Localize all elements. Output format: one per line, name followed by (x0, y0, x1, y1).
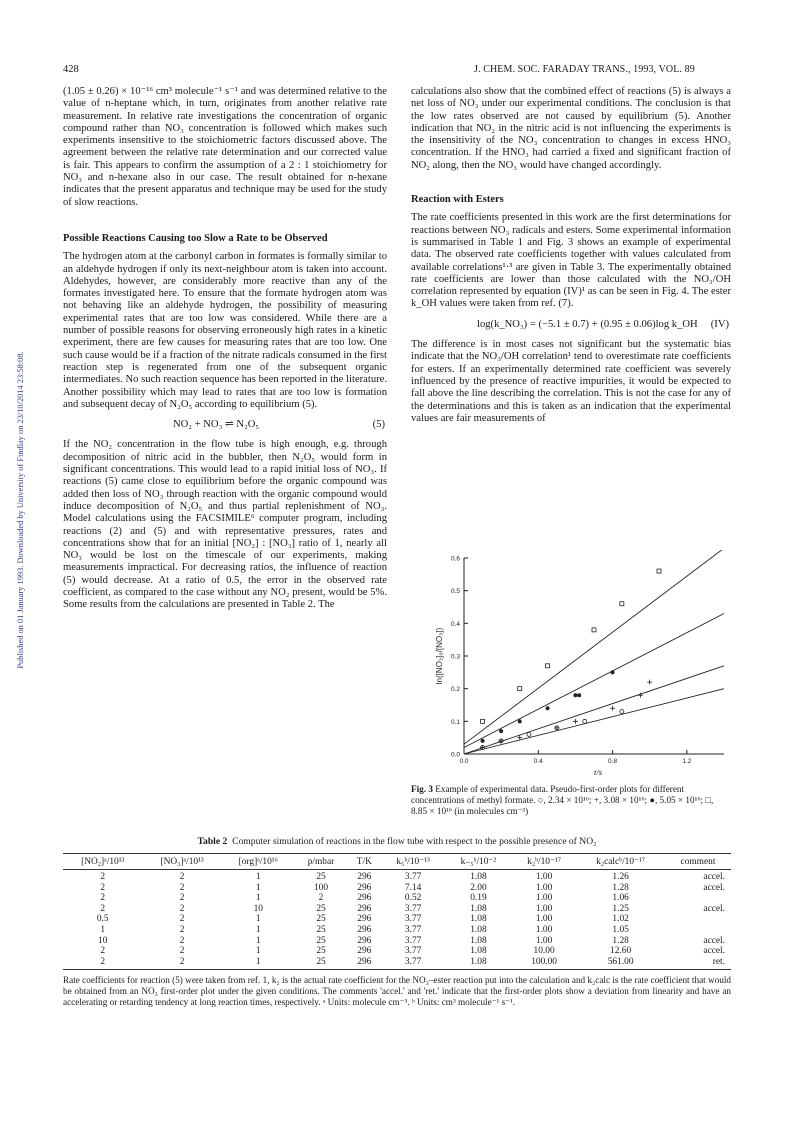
table-cell: 296 (357, 872, 372, 882)
table-cell: 3.77 (381, 957, 445, 970)
table-cell: 1.26 (612, 872, 629, 882)
table-cell: 25 (295, 957, 348, 970)
fit-line (464, 550, 724, 744)
table-2-notes: Rate coefficients for reaction (5) were taken from ref. 1, k₂ is the actual rate coefficient for the NO₃–ester reaction put into the calculation and k₂calc is the rate coefficient that would be obtained from an NO₃ first-order plot under the given conditions. The comments 'accel.' and 'ret.' indicate that the first-order plots show a deviation from linearity and have an accelerating or retarding tendency at long reaction times, respectively. ᵃ Units: molecule cm⁻³. ᵇ Units: cm³ molecule⁻¹ s⁻¹. (63, 975, 731, 1007)
data-point-open-square (657, 569, 661, 573)
page-number: 428 (63, 64, 79, 75)
table-cell: 0.19 (470, 893, 487, 904)
right-paragraph-2: The rate coefficients presented in this work are the first determinations for reactions between NO₃ radicals and esters. Some experimental information is summarised in Table 1 and Fig. 3 shows an example of experimental data. The observed rate coefficients together with values calculated from available correlations¹·³ are given in Table 3. The experimentally obtained rate coefficients are lower than those calculated with the NO₃/OH correlation represented by equation (IV)¹ as can be seen in Fig. 4. The ester k_OH values were taken from ref. (7). (411, 212, 731, 310)
table-cell: 2.00 (470, 882, 487, 893)
table-cell: 2 (100, 882, 106, 893)
table-cell: 0.5 (96, 914, 109, 925)
table-cell: 296 (357, 935, 372, 946)
table-cell: 2 (63, 957, 142, 970)
table-cell: 2 (179, 946, 185, 957)
journal-header: J. CHEM. SOC. FARADAY TRANS., 1993, VOL. 89 (474, 64, 695, 75)
table-cell: 1.00 (535, 872, 553, 882)
data-point-open-square (481, 719, 485, 723)
table-cell: 3.77 (404, 914, 422, 925)
table-cell: 2 (179, 924, 185, 935)
table-cell: 1.08 (470, 872, 487, 882)
data-point-plus (554, 725, 559, 730)
data-point-filled-circle (518, 719, 522, 723)
table-cell: 2 (100, 903, 106, 914)
table-header-cell: [org]ᵃ/10¹⁶ (222, 854, 295, 870)
table-cell: 1.08 (470, 935, 487, 946)
equation-5 (63, 419, 387, 431)
table-header-cell: k₂ᵇ/10⁻¹⁷ (512, 854, 576, 870)
table-body (63, 870, 731, 970)
table-row (63, 936, 731, 947)
x-tick-label: 0.0 (459, 758, 469, 765)
table-cell: 25 (316, 872, 326, 882)
section-heading-esters: Reaction with Esters (411, 194, 504, 206)
table-cell: 2 (179, 882, 185, 893)
table-cell: 1.00 (535, 893, 553, 904)
table-cell: 296 (357, 882, 372, 893)
data-point-plus (573, 719, 578, 724)
table-cell: 1 (255, 893, 261, 904)
table-cell: 1 (222, 957, 295, 970)
table-cell: 1.00 (535, 914, 553, 925)
table-cell: 25 (316, 946, 326, 957)
figure-3-chart (430, 550, 730, 782)
table-header-cell: k₂calcᵇ/10⁻¹⁷ (576, 854, 665, 870)
fit-line (464, 614, 724, 748)
table-cell (665, 925, 731, 936)
data-point-open-square (518, 687, 522, 691)
equation-IV-number: (IV) (710, 318, 729, 330)
fit-line (464, 689, 724, 754)
table-row (63, 957, 731, 970)
left-paragraph-1: (1.05 ± 0.26) × 10⁻¹⁶ cm³ molecule⁻¹ s⁻¹ and was determined relative to the value of n-heptane which, in turn, originates from another relative rate measurement. In relative rate investigations the concentration of organic compound rather than NO₃ concentration is followed which makes such experiments insensitive to the stoichiometric factors discussed above. The agreement between the relative rate determination and our corrected value is fair. This appears to confirm the assumption of a 2 : 1 stoichiometry for NO₃ and n-hexane also in our case. The result obtained for n-hexane indicates that the present apparatus and technique may be used for the study of slow reactions. (63, 86, 387, 208)
table-cell: 296 (357, 946, 372, 957)
table-cell: 2 (179, 903, 185, 914)
table-cell: 0.52 (404, 893, 422, 904)
data-point-plus (647, 680, 652, 685)
figure-3-caption (411, 784, 731, 817)
table-header-cell: k₅ᵇ/10⁻¹³ (381, 854, 445, 870)
table-cell: 100 (313, 882, 329, 893)
left-paragraph-3: If the NO₂ concentration in the flow tube is high enough, e.g. through decomposition of nitric acid in the bubbler, then N₂O₅ would form in significant concentrations. This would lead to a rapid initial loss of NO₃. If reactions (5) came close to equilibrium before the organic compound was added then loss of NO₃ through reaction with the organic compound would induce decomposition of N₂O₅ and thus partial replenishment of NO₃. Model calculations using the FACSIMILE⁶ computer program, including reactions (2) and (5) and with representative pressures, rates and concentrations show that for an initial [NO₂] : [NO₃] ratio of 1, nearly all NO₃ would be lost on the timescale of our experiments, making measurements impractical. For decreasing ratios, the influence of reaction (5) would decrease. At a ratio of 0.5, the error in the observed rate coefficient, as compared to the case without any NO₂ present, would be 5%. Some results from the calculations are presented in Table 2. The (63, 439, 387, 611)
table-header-row (63, 854, 731, 870)
data-point-open-circle (620, 710, 624, 714)
table-row (63, 883, 731, 894)
equation-5-number: (5) (372, 419, 385, 431)
table-cell: 296 (347, 957, 381, 970)
table-cell: 1.00 (535, 924, 553, 935)
table-header-cell: comment (665, 854, 731, 870)
table-cell: 2 (100, 872, 106, 882)
data-point-filled-circle (611, 670, 615, 674)
x-tick-label: 0.8 (608, 758, 618, 765)
table-cell: 10.00 (533, 946, 555, 957)
table-cell: 1.06 (612, 893, 629, 904)
table-2-title-text: Computer simulation of reactions in the flow tube with respect to the possible presence of NO₂ (232, 836, 597, 847)
table-header-cell: p/mbar (295, 854, 348, 870)
table-cell: 2 (179, 935, 185, 946)
table-2 (63, 853, 731, 970)
table-cell: 10 (98, 935, 108, 946)
y-tick-label: 0.3 (450, 653, 460, 661)
table-cell (665, 914, 731, 925)
table-cell: 1.05 (612, 924, 629, 935)
x-tick-label: 1.2 (682, 758, 692, 765)
y-tick-label: 0.2 (450, 686, 460, 694)
y-tick-label: 0.1 (450, 718, 460, 726)
x-axis-label: t/s (593, 767, 603, 777)
table-cell: 2 (179, 893, 185, 904)
table-header-cell: [NO₃]ᵃ/10¹³ (142, 854, 221, 870)
table-cell: accel. (703, 903, 725, 914)
table-cell: 1 (255, 872, 261, 882)
table-cell: 10 (253, 903, 263, 914)
right-paragraph-3: The difference is in most cases not significant but the systematic bias indicate that the NO₃/OH correlation¹ tend to overestimate rate coefficients for esters. If an experimentally determined rate coefficient was severely influenced by the presence of reactive impurities, it would be expected to fall above the line describing the correlation. This is not the case for any of the determinations and this is taken as an indication that the experimental values are fair measurements of (411, 339, 731, 424)
download-watermark (2, 250, 25, 770)
data-point-open-circle (583, 719, 587, 723)
table-cell: 25 (316, 914, 326, 925)
table-2-title (63, 836, 731, 847)
table-cell: 1 (100, 924, 106, 935)
table-header-cell: T/K (347, 854, 381, 870)
table-cell: 1 (255, 882, 261, 893)
table-cell: ret. (665, 957, 731, 970)
table-cell: 100.00 (512, 957, 576, 970)
table-cell: 1.08 (470, 914, 487, 925)
table-row (63, 946, 731, 957)
table-cell: 7.14 (404, 882, 422, 893)
table-cell: 2 (100, 893, 106, 904)
table-cell: 1.08 (470, 924, 487, 935)
table-cell: 1.08 (470, 946, 487, 957)
table-header-cell: [NO₂]ᵃ/10¹³ (63, 854, 142, 870)
table-cell: 1 (255, 924, 261, 935)
section-heading-slow-rate: Possible Reactions Causing too Slow a Rate to be Observed (63, 232, 328, 244)
table-cell: 25 (316, 935, 326, 946)
table-cell: 1.08 (445, 957, 512, 970)
table-cell: 1.08 (470, 903, 487, 914)
table-row (63, 925, 731, 936)
equation-5-body: NO₂ + NO₃ ⇌ N₂O₅ (173, 419, 260, 431)
table-cell: 1.00 (535, 882, 553, 893)
table-cell: 2 (318, 893, 324, 904)
table-cell: accel. (703, 882, 725, 893)
table-cell: 561.00 (576, 957, 665, 970)
table-cell: 25 (316, 924, 326, 935)
left-column (63, 86, 387, 612)
table-cell: 3.77 (404, 903, 422, 914)
table-cell: 3.77 (404, 924, 422, 935)
table-cell: 1 (255, 946, 261, 957)
data-point-filled-circle (481, 739, 485, 743)
table-cell: 1.25 (612, 903, 629, 914)
data-point-open-circle (527, 732, 531, 736)
table-cell: 1 (255, 914, 261, 925)
right-column (411, 86, 731, 425)
y-tick-label: 0.6 (450, 555, 460, 563)
data-point-filled-circle (499, 729, 503, 733)
table-cell: 296 (357, 914, 372, 925)
table-cell: accel. (703, 935, 725, 946)
y-tick-label: 0.4 (450, 620, 460, 628)
table-row (63, 904, 731, 915)
figure-3-caption-label: Fig. 3 (411, 784, 433, 794)
table-2-title-label: Table 2 (197, 836, 228, 847)
table-cell: 2 (100, 946, 106, 957)
y-axis-label: ln([NO₃]₀/[NO₃]) (435, 627, 444, 685)
table-cell: 1.28 (612, 935, 629, 946)
table-header-cell: k₋₅ᵇ/10⁻² (445, 854, 512, 870)
x-tick-label: 0.4 (533, 758, 543, 765)
y-tick-label: 0.5 (450, 588, 460, 596)
download-watermark-text: Published on 01 January 1993. Downloaded by University of Findlay on 23/10/2014 23:58:08. (16, 351, 25, 669)
table-row (63, 914, 731, 925)
table-cell: 2 (179, 872, 185, 882)
data-point-filled-circle (546, 706, 550, 710)
equation-IV (411, 319, 731, 331)
table-cell: 296 (357, 893, 372, 904)
table-cell: 1.00 (535, 903, 553, 914)
data-point-filled-circle (577, 693, 581, 697)
left-paragraph-2: The hydrogen atom at the carbonyl carbon in formates is formally similar to an aldehyde hydrogen if only its next-neighbour atom is taken into account. Aldehydes, however, are considerably more reactive than any of the formates investigated here. To ensure that the formate hydrogen atom was not behaving like an aldehyde hydrogen, the possibility of measuring experimental rates that are too low was considered. While there are a number of possible reasons for observing erroneously high rates in a kinetic experiment, there are few causes for measuring rates that are too low. One such cause would be if a fraction of the nitrate radicals consumed in the first reaction step is regenerated from one of the subsequent organic intermediates. No such reaction sequence has been reported in the literature. Another possibility which may lead to rates that are too low is formation and subsequent decay of N₂O₅ according to equilibrium (5). (63, 251, 387, 410)
table-cell: 1.02 (612, 914, 629, 925)
table-cell: accel. (703, 872, 725, 882)
figure-3-plot (430, 550, 730, 782)
table-cell: 2 (179, 914, 185, 925)
figure-3-caption-text: Example of experimental data. Pseudo-first-order plots for different concentrations of methyl formate. ○, 2.34 × 10¹⁶; +, 3.08 × 10¹⁶; ●, 5.05 × 10¹⁶; □, 8.85 × 10¹⁶ (in molecules cm⁻³) (411, 784, 714, 816)
table-cell (665, 893, 731, 904)
data-point-open-square (592, 628, 596, 632)
data-point-open-square (546, 664, 550, 668)
table-cell: 2 (142, 957, 221, 970)
table-row (63, 893, 731, 904)
y-tick-label: 0.0 (450, 751, 460, 759)
table-cell: 25 (316, 903, 326, 914)
table-cell: 1.00 (535, 935, 553, 946)
equation-IV-body: log(k_NO₃) = (−5.1 ± 0.7) + (0.95 ± 0.06)log k_OH (477, 318, 698, 330)
data-point-plus (499, 738, 504, 743)
right-paragraph-1: calculations also show that the combined effect of reactions (5) is always a net loss of NO₃ under our experimental conditions. The conclusion is that the low rates observed are not caused by equilibrium (5). Another indication that NO₂ in the nitric acid is not influencing the experiments is the insensitivity of the NO₃ concentration to changes in excess HNO₃ concentration. If the HNO₃ had carried a fixed and significant fraction of NO₂ along, then the NO₃ would have changed accordingly. (411, 86, 731, 171)
table-cell: 3.77 (404, 946, 422, 957)
table-cell: 296 (357, 903, 372, 914)
table-cell: 1.28 (612, 882, 629, 893)
table-cell: accel. (703, 946, 725, 957)
table-cell: 3.77 (404, 872, 422, 882)
data-point-open-square (620, 602, 624, 606)
table-row (63, 870, 731, 883)
table-cell: 296 (357, 924, 372, 935)
table-cell: 12.60 (610, 946, 632, 957)
table-cell: 1 (255, 935, 261, 946)
data-point-filled-circle (573, 693, 577, 697)
data-point-plus (610, 706, 615, 711)
table-cell: 3.77 (404, 935, 422, 946)
